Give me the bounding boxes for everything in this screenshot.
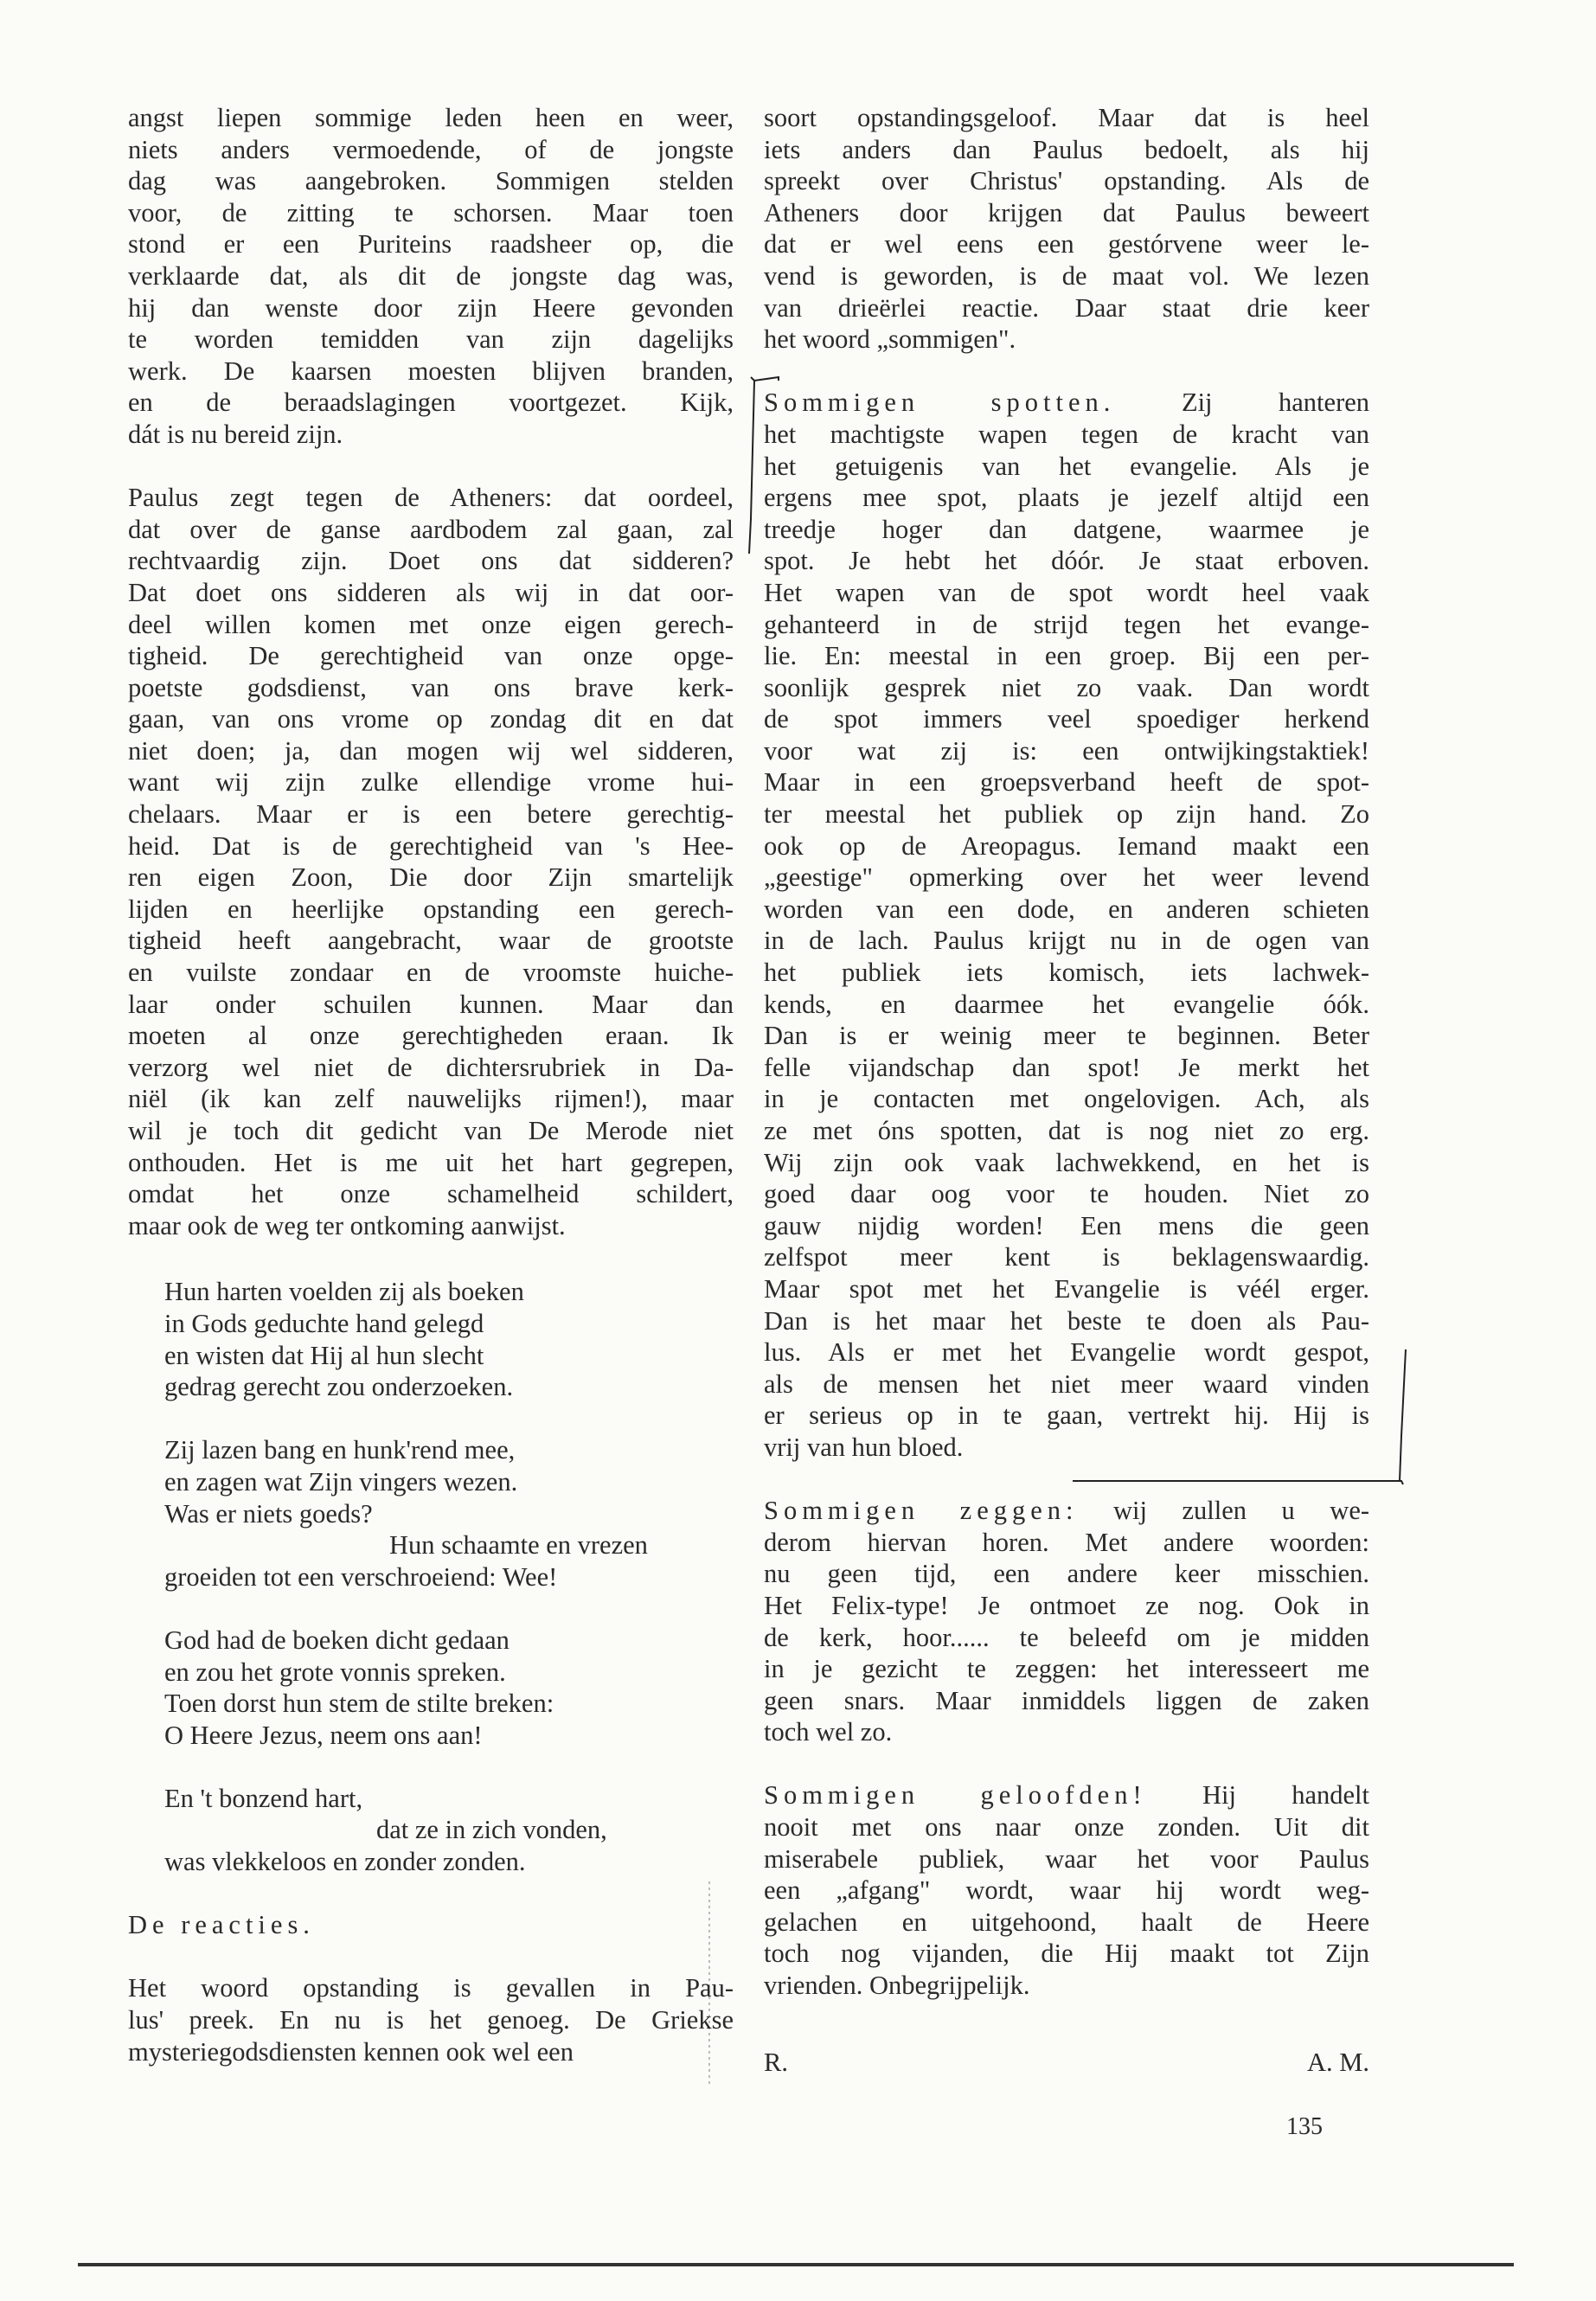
text-line: Paulus zegt tegen de Atheners: dat oordeel, [128, 483, 734, 513]
text-line: de spot immers veel spoediger herkend [764, 704, 1369, 734]
text-line: en wisten dat Hij al hun slecht [164, 1340, 484, 1370]
text-line: gauw nijdig worden! Een mens die geen [764, 1210, 1369, 1240]
text-line: dat over de ganse aardbodem zal gaan, zal [128, 514, 734, 544]
signature-initial: R. [764, 2048, 788, 2077]
text-line: de kerk, hoor...... te beleefd om je midden [764, 1622, 1369, 1652]
text-line: miserabele publiek, waar het voor Paulus [764, 1843, 1369, 1874]
text-line: soonlijk gesprek niet zo vaak. Dan wordt [764, 672, 1369, 702]
text-line: spot. Je hebt het dóór. Je staat erboven. [764, 546, 1369, 576]
text-line: nooit met ons naar onze zonden. Uit dit [764, 1812, 1369, 1843]
text-line: en zagen wat Zijn vingers wezen. [164, 1466, 518, 1497]
text-line: in je contacten met ongelovigen. Ach, als [764, 1084, 1369, 1114]
right-para-spotten [764, 419, 1369, 1464]
text-line: God had de boeken dicht gedaan [164, 1625, 510, 1655]
text-line: Wij zijn ook vaak lachwekkend, en het is [764, 1147, 1369, 1177]
zeggen-lead-line [764, 1495, 1369, 1527]
text-line: lus' preek. En nu is het genoeg. De Griekse [128, 2005, 734, 2035]
text-line: lus. Als er met het Evangelie wordt gespot, [764, 1337, 1369, 1368]
text-line: rechtvaardig zijn. Doet ons dat sidderen? [128, 546, 734, 576]
poem-line: was vlekkeloos en zonder zonden. [164, 1847, 526, 1877]
text-line: ook op de Areopagus. Iemand maakt een [764, 830, 1369, 861]
poem-stanza-2 [164, 1434, 734, 1529]
poem [128, 1276, 734, 1877]
text-line: Het wapen van de spot wordt heel vaak [764, 577, 1369, 607]
poem-line: groeiden tot een verschroeiend: Wee! [164, 1561, 558, 1592]
text-line: dag was aangebroken. Sommigen stelden [128, 166, 734, 196]
text-line: zelfspot meer kent is beklagenswaardig. [764, 1242, 1369, 1272]
text-line: angst liepen sommige leden heen en weer, [128, 103, 734, 132]
text-line: in je gezicht te zeggen: het interesseert me [764, 1654, 1369, 1684]
text-line: felle vijandschap dan spot! Je merkt het [764, 1052, 1369, 1082]
text-line: in de lach. Paulus krijgt nu in de ogen van [764, 926, 1369, 956]
heading-spotten: Sommigen spotten. [764, 388, 1116, 418]
text-line: dát is nu bereid zijn. [128, 419, 343, 449]
text-line: ter meestal het publiek op zijn hand. Zo [764, 799, 1369, 830]
text-line: iets anders dan Paulus bedoelt, als hij [764, 134, 1369, 164]
text-line: laar onder schuilen kunnen. Maar dan [128, 989, 734, 1019]
text-line: onthouden. Het is me uit het hart gegrepen, [128, 1147, 734, 1177]
text-line: Dan is er weinig meer te beginnen. Beter [764, 1021, 1369, 1051]
author-initials: A. M. [1306, 2048, 1369, 2077]
bottom-rule [78, 2263, 1514, 2266]
geloofden-first-words: Hij handelt [1202, 1780, 1370, 1811]
poem-line: dat ze in zich vonden, [376, 1815, 607, 1845]
text-line: ren eigen Zoon, Die door Zijn smartelijk [128, 862, 734, 893]
text-line: O Heere Jezus, neem ons aan! [164, 1720, 483, 1750]
right-para-zeggen [764, 1527, 1369, 1748]
text-line: en zou het grote vonnis spreken. [164, 1657, 506, 1687]
text-line: mysteriegodsdiensten kennen ook wel een [128, 2036, 574, 2067]
text-line: in Gods geduchte hand gelegd [164, 1308, 484, 1338]
text-line: Maar spot met het Evangelie is véél erger. [764, 1273, 1369, 1304]
text-line: gaan, van ons vrome op zondag dit en dat [128, 704, 734, 734]
poem-stanza-3 [164, 1625, 734, 1751]
text-line: dat er wel eens een gestórvene weer le- [764, 229, 1369, 260]
text-line: nu geen tijd, een andere keer misschien. [764, 1559, 1369, 1589]
text-line: te worden temidden van zijn dagelijks [128, 324, 734, 355]
text-line: Atheners door krijgen dat Paulus beweert [764, 197, 1369, 228]
geloofden-lead-line [764, 1779, 1369, 1811]
text-line: en de beraadslagingen voortgezet. Kijk, [128, 388, 734, 418]
text-line: gedrag gerecht zou onderzoeken. [164, 1372, 514, 1402]
text-line: als de mensen het niet meer waard vinden [764, 1368, 1369, 1399]
text-line: het publiek iets komisch, iets lachwek- [764, 958, 1369, 988]
text-line: lie. En: meestal in een groep. Bij een per- [764, 641, 1369, 671]
text-line: moeten al onze gerechtigheden eraan. Ik [128, 1021, 734, 1051]
text-line: soort opstandingsgeloof. Maar dat is heel [764, 103, 1369, 132]
text-line: tigheid heeft aangebracht, waar de grootste [128, 926, 734, 956]
text-line: van drieërlei reactie. Daar staat drie keer [764, 292, 1369, 323]
text-line: verzorg wel niet de dichtersrubriek in Da- [128, 1052, 734, 1082]
text-line: ergens mee spot, plaats je jezelf altijd een [764, 483, 1369, 513]
text-line: toch wel zo. [764, 1717, 893, 1747]
text-line: Het woord opstanding is gevallen in Pau- [128, 1973, 734, 2003]
left-para3 [128, 1972, 734, 2067]
right-para-geloofden [764, 1811, 1369, 2002]
text-line: gehanteerd in de strijd tegen het evange- [764, 609, 1369, 639]
text-line: omdat het onze schamelheid schildert, [128, 1179, 734, 1209]
text-line: het machtigste wapen tegen de kracht van [764, 419, 1369, 449]
text-line: deel willen komen met onze eigen gerech- [128, 609, 734, 639]
text-line: werk. De kaarsen moesten blijven branden, [128, 356, 734, 386]
right-para1 [764, 102, 1369, 356]
text-line: vrij van hun bloed. [764, 1432, 964, 1462]
text-line: niet doen; ja, dan mogen wij wel sidderen, [128, 735, 734, 766]
text-line: Zij lazen bang en hunk'rend mee, [164, 1435, 516, 1465]
text-line: kends, en daarmee het evangelie óók. [764, 989, 1369, 1019]
heading-geloofden: Sommigen geloofden! [764, 1780, 1147, 1811]
text-line: en vuilste zondaar en de vroomste huiche- [128, 958, 734, 988]
text-line: verklaarde dat, als dit de jongste dag was, [128, 260, 734, 291]
poem-line: Hun schaamte en vrezen [389, 1530, 648, 1561]
text-line: vrienden. Onbegrijpelijk. [764, 1971, 1030, 2001]
text-line: lijden en heerlijke opstanding een gerech- [128, 894, 734, 924]
text-line: Dat doet ons sidderen als wij in dat oor- [128, 577, 734, 607]
text-line: goed daar oog voor te houden. Niet zo [764, 1179, 1369, 1209]
text-line: stond er een Puriteins raadsheer op, die [128, 229, 734, 260]
text-line: ze met óns spotten, dat is nog niet zo erg. [764, 1116, 1369, 1145]
text-line: niël (ik kan zelf nauwelijks rijmen!), maar [128, 1084, 734, 1114]
text-line: Het Felix-type! Je ontmoet ze nog. Ook in [764, 1590, 1369, 1620]
text-line: worden van een dode, en anderen schieten [764, 894, 1369, 924]
text-line: „geestige" opmerking over het weer levend [764, 862, 1369, 893]
text-line: want wij zijn zulke ellendige vrome hui- [128, 767, 734, 798]
text-line: Maar in een groepsverband heeft de spot- [764, 767, 1369, 798]
text-line: gelachen en uitgehoond, haalt de Heere [764, 1907, 1369, 1937]
text-line: toch nog vijanden, die Hij maakt tot Zijn [764, 1939, 1369, 1969]
text-line: niets anders vermoedende, of de jongste [128, 134, 734, 164]
text-line: het woord „sommigen". [764, 324, 1016, 355]
left-para2 [128, 482, 734, 1241]
poem-line: En 't bonzend hart, [164, 1783, 363, 1813]
text-line: spreekt over Christus' opstanding. Als de [764, 166, 1369, 196]
text-line: Dan is het maar het beste te doen als Pau- [764, 1305, 1369, 1336]
text-line: voor wat zij is: een ontwijkingstaktiek! [764, 735, 1369, 766]
spotten-first-words: Zij hanteren [1181, 388, 1370, 418]
text-line: treedje hoger dan datgene, waarmee je [764, 514, 1369, 544]
poem-stanza-1 [164, 1276, 734, 1402]
text-line: maar ook de weg ter ontkoming aanwijst. [128, 1210, 566, 1240]
text-line: heid. Dat is de gerechtigheid van 's Hee- [128, 830, 734, 861]
text-line: er serieus op in te gaan, vertrekt hij. Hij is [764, 1400, 1369, 1431]
text-line: derom hiervan horen. Met andere woorden: [764, 1527, 1369, 1557]
section-heading-reacties: De reacties. [128, 1910, 315, 1940]
text-line: wil je toch dit gedicht van De Merode niet [128, 1116, 734, 1145]
page-number: 135 [1286, 2113, 1323, 2140]
left-para1 [128, 102, 734, 451]
text-line: een „afgang" wordt, waar hij wordt weg- [764, 1875, 1369, 1906]
text-line: chelaars. Maar er is een betere gerechtig- [128, 799, 734, 830]
text-line: hij dan wenste door zijn Heere gevonden [128, 292, 734, 323]
text-line: poetste godsdienst, van ons brave kerk- [128, 672, 734, 702]
heading-zeggen: Sommigen zeggen: [764, 1496, 1079, 1526]
text-line: Was er niets goeds? [164, 1498, 373, 1529]
zeggen-first-words: wij zullen u we- [1113, 1496, 1370, 1526]
left-column [128, 102, 734, 2067]
text-line: voor, de zitting te schorsen. Maar toen [128, 197, 734, 228]
spotten-lead-line [764, 387, 1369, 419]
text-line: tigheid. De gerechtigheid van onze opge- [128, 641, 734, 671]
text-line: geen snars. Maar inmiddels liggen de zaken [764, 1685, 1369, 1715]
text-line: Toen dorst hun stem de stilte breken: [164, 1689, 554, 1719]
text-line: het getuigenis van het evangelie. Als je [764, 451, 1369, 481]
text-line: vend is geworden, is de maat vol. We lezen [764, 260, 1369, 291]
signature [764, 2047, 1369, 2079]
text-line: Hun harten voelden zij als boeken [164, 1277, 524, 1307]
right-column [764, 102, 1369, 2002]
